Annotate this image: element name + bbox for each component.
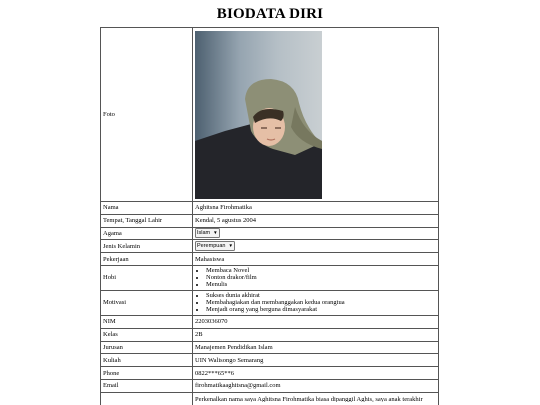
label-kuliah: Kuliah <box>101 354 193 367</box>
label-hobi: Hobi <box>101 265 193 290</box>
label-pekerjaan: Pekerjaan <box>101 253 193 266</box>
table-row-nama <box>101 202 439 215</box>
hobi-list <box>195 267 436 288</box>
label-motivasi: Motivasi <box>101 290 193 315</box>
value-jk <box>193 240 439 253</box>
table-row-jk <box>101 240 439 253</box>
intro-text: Perkenalkan nama saya Aghitsna Firohmatika biasa dipanggil Aghis, saya anak terakhir <box>195 395 423 402</box>
label-kelas: Kelas <box>101 328 193 341</box>
list-item: • Nonton drakor/film <box>206 274 436 281</box>
table-row-email <box>101 379 439 392</box>
table-row-jurusan <box>101 341 439 354</box>
page-title: BIODATA DIRI <box>216 6 324 22</box>
label-intro <box>101 392 193 405</box>
table-row-agama <box>101 227 439 240</box>
value-agama <box>193 227 439 240</box>
value-motivasi <box>193 290 439 315</box>
value-foto <box>193 28 439 202</box>
table-row-foto <box>101 28 439 202</box>
value-intro <box>193 392 439 405</box>
list-item: • Menjadi orang yang berguna dimasyarakat <box>206 306 436 313</box>
value-email: firohmatikaaghitsna@gmail.com <box>193 379 439 392</box>
value-nama: Aghitsna Firohmatika <box>193 202 439 215</box>
motivasi-list <box>195 292 436 313</box>
jenis-kelamin-select[interactable] <box>195 241 235 251</box>
value-kelas: 2B <box>193 328 439 341</box>
table-row-kuliah <box>101 354 439 367</box>
profile-photo <box>195 31 322 199</box>
value-nim: 2203036070 <box>193 315 439 328</box>
chevron-down-icon: ▼ <box>228 243 233 249</box>
label-jk: Jenis Kelamin <box>101 240 193 253</box>
table-row-ttl <box>101 214 439 227</box>
label-email: Email <box>101 379 193 392</box>
label-jurusan: Jurusan <box>101 341 193 354</box>
label-nama: Nama <box>101 202 193 215</box>
label-foto: Foto <box>101 28 193 202</box>
value-jurusan: Manajemen Pendidikan Islam <box>193 341 439 354</box>
value-kuliah: UIN Walisongo Semarang <box>193 354 439 367</box>
table-row-intro <box>101 392 439 405</box>
jenis-kelamin-select-value: Perempuan <box>197 243 226 250</box>
biodata-table <box>100 27 439 405</box>
list-item: • Membahagiakan dan membanggakan kedua orangtua <box>206 299 436 306</box>
list-item: • Membaca Novel <box>206 267 436 274</box>
label-agama: Agama <box>101 227 193 240</box>
label-ttl: Tempat, Tanggal Lahir <box>101 214 193 227</box>
label-nim: NIM <box>101 315 193 328</box>
agama-select[interactable] <box>195 228 220 238</box>
table-row-pekerjaan <box>101 253 439 266</box>
value-hobi <box>193 265 439 290</box>
value-ttl: Kendal, 5 agustus 2004 <box>193 214 439 227</box>
table-row-motivasi <box>101 290 439 315</box>
value-pekerjaan: Mahasiswa <box>193 253 439 266</box>
agama-select-value: Islam <box>197 230 211 237</box>
value-phone: 0822***65**6 <box>193 367 439 380</box>
label-phone: Phone <box>101 367 193 380</box>
list-item: • Menulis <box>206 281 436 288</box>
photo-illustration <box>195 31 322 199</box>
table-row-kelas <box>101 328 439 341</box>
table-row-hobi <box>101 265 439 290</box>
list-item: • Sukses dunia akhirat <box>206 292 436 299</box>
table-row-nim <box>101 315 439 328</box>
chevron-down-icon: ▼ <box>213 230 218 236</box>
table-row-phone <box>101 367 439 380</box>
